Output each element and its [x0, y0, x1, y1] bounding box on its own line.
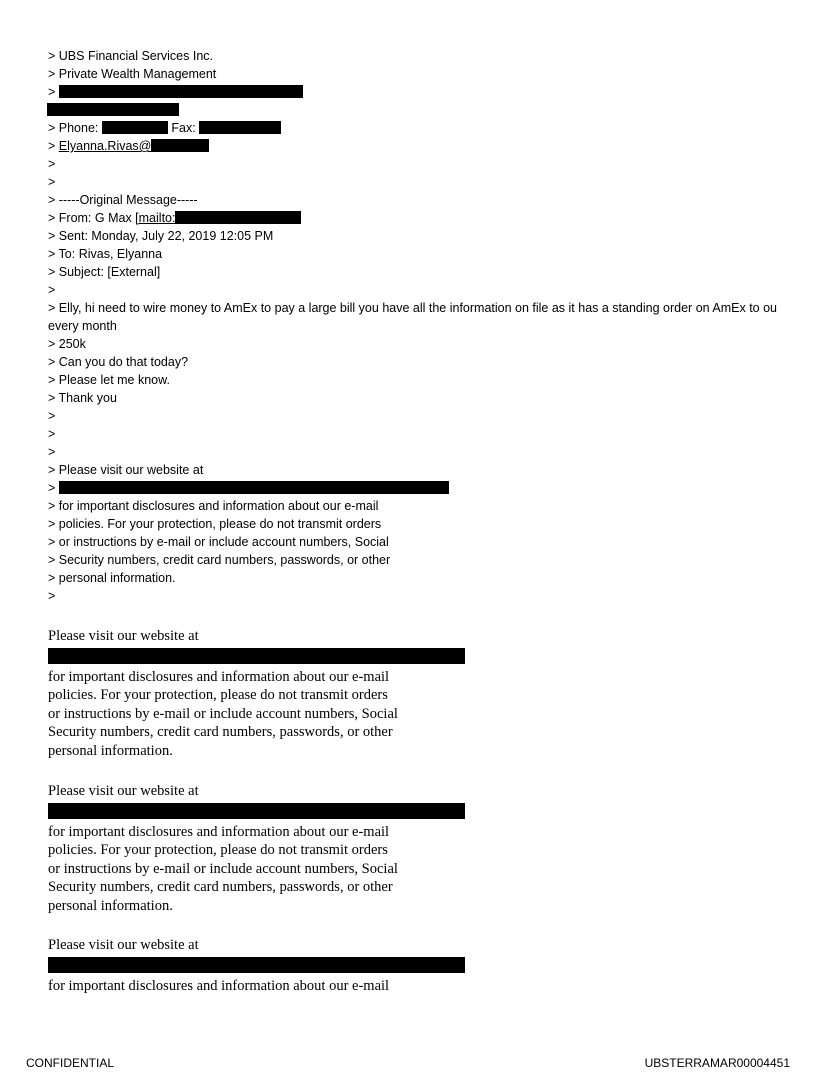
redaction-bar — [48, 803, 465, 819]
message-body-line: > Can you do that today? — [48, 355, 189, 369]
redaction-bar — [151, 139, 209, 152]
quoted-email-thread — [48, 47, 788, 605]
message-body-line: > 250k — [48, 337, 86, 351]
division-line: > Private Wealth Management — [48, 67, 217, 81]
disclosure-line: > personal information. — [48, 571, 176, 585]
original-message-header: > -----Original Message----- — [48, 193, 198, 207]
confidential-label: CONFIDENTIAL — [26, 1056, 115, 1070]
redaction-bar — [102, 121, 168, 134]
message-body-line: > Please let me know. — [48, 373, 170, 387]
visit-website-line: Please visit our website at — [48, 937, 199, 953]
redaction-bar — [48, 957, 465, 973]
disclaimer-line: Security numbers, credit card numbers, passwords, or other — [48, 879, 393, 895]
disclaimer-line: personal information. — [48, 897, 173, 914]
address-line-2 — [47, 101, 788, 119]
redaction-bar — [47, 103, 179, 116]
disclaimer-block-3 — [48, 936, 488, 995]
blank-quote-line: > — [48, 589, 56, 603]
blank-quote-line: > — [48, 409, 56, 423]
blank-quote-line: > — [48, 427, 56, 441]
redaction-bar — [48, 648, 465, 664]
bates-number: UBSTERRAMAR00004451 — [644, 1056, 790, 1070]
disclosure-line: > policies. For your protection, please do not transmit orders — [48, 517, 382, 531]
sent-line: > Sent: Monday, July 22, 2019 12:05 PM — [48, 229, 274, 243]
website-url-line: > — [48, 479, 788, 497]
disclaimer-block-1 — [48, 627, 488, 760]
from-line: > From: G Max [mailto: — [48, 209, 788, 227]
visit-website-line: Please visit our website at — [48, 783, 199, 799]
blank-quote-line: > — [48, 445, 56, 459]
disclaimer-line: personal information. — [48, 742, 173, 759]
blank-quote-line: > — [48, 157, 56, 171]
disclaimer-line: policies. For your protection, please do not transmit orders — [48, 687, 388, 703]
subject-line: > Subject: [External] — [48, 265, 161, 279]
disclaimer-block-2 — [48, 782, 488, 915]
blank-quote-line: > — [48, 283, 56, 297]
mailto-link[interactable]: [mailto: — [135, 211, 176, 225]
disclosure-line: > or instructions by e-mail or include account numbers, Social — [48, 535, 389, 549]
phone-fax-line: > Phone: Fax: — [48, 119, 788, 137]
address-line-1: > — [48, 83, 788, 101]
email-line: > Elyanna.Rivas@ — [48, 137, 788, 155]
visit-website-line: Please visit our website at — [48, 628, 199, 644]
email-link[interactable]: Elyanna.Rivas@ — [58, 139, 152, 153]
to-line: > To: Rivas, Elyanna — [48, 247, 163, 261]
disclaimer-line: for important disclosures and information about our e-mail — [48, 668, 390, 685]
disclaimer-line: or instructions by e-mail or include account numbers, Social — [48, 860, 398, 877]
disclaimer-line: for important disclosures and information about our e-mail — [48, 823, 390, 840]
redaction-bar — [59, 85, 303, 98]
message-body-line: > Thank you — [48, 391, 117, 405]
disclaimer-line: policies. For your protection, please do not transmit orders — [48, 842, 388, 858]
message-body-line: > Elly, hi need to wire money to AmEx to pay a large bill you have all the information on file as it has a standing order on AmEx to ou every month — [48, 301, 777, 333]
disclaimer-line: or instructions by e-mail or include account numbers, Social — [48, 705, 398, 722]
visit-website-line: > Please visit our website at — [48, 463, 204, 477]
disclaimer-line: Security numbers, credit card numbers, passwords, or other — [48, 724, 393, 740]
redaction-bar — [199, 121, 281, 134]
redaction-bar — [175, 211, 301, 224]
disclaimer-line: for important disclosures and information about our e-mail — [48, 977, 390, 994]
disclosure-line: > Security numbers, credit card numbers, passwords, or other — [48, 553, 391, 567]
firm-line: > UBS Financial Services Inc. — [48, 49, 213, 63]
disclosure-line: > for important disclosures and information about our e-mail — [48, 499, 379, 513]
blank-quote-line: > — [48, 175, 56, 189]
redaction-bar — [59, 481, 449, 494]
